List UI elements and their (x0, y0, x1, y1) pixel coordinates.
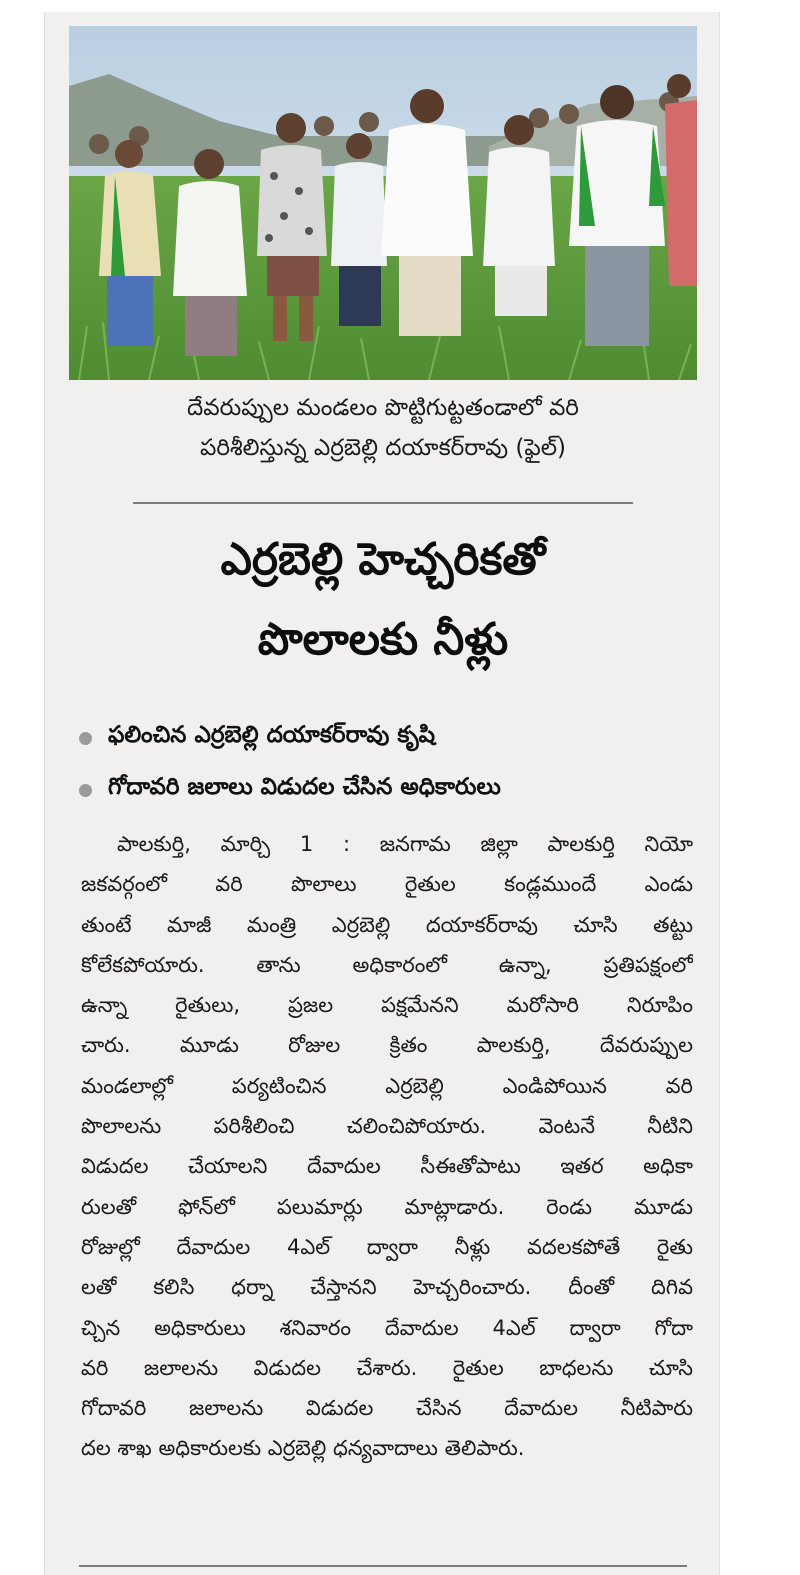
article-line: ఉన్నా రైతులు, ప్రజల పక్షమేనని మరోసారి నిరూపిం (81, 993, 693, 1018)
headline (69, 520, 697, 680)
article-line: చారు. మూడు రోజుల క్రితం పాలకుర్తి, దేవరుప్పుల (81, 1033, 693, 1058)
article-line: పొలాలను పరిశీలించి చలించిపోయారు. వెంటనే నీటిని (81, 1114, 693, 1139)
subheading-list (79, 712, 709, 816)
photo-caption (69, 388, 697, 468)
article-line: లతో కలిసి ధర్నా చేస్తానని హెచ్చరించారు. దీంతో దిగివ (81, 1275, 693, 1300)
article-line: పాలకుర్తి, మార్చి 1 : జనగామ జిల్లా పాలకుర్తి నియో (117, 832, 693, 856)
farmers-field-photo-icon (69, 26, 697, 380)
bullet-dot-icon (79, 732, 92, 745)
article-line: మండలాల్లో పర్యటించిన ఎర్రబెల్లి ఎండిపోయిన వరి (81, 1073, 693, 1098)
article-line: గోదావరి జలాలను విడుదల చేసిన దేవాదుల నీటిపారు (81, 1396, 693, 1421)
divider (133, 502, 633, 504)
article-line: వరి జలాలను విడుదల చేశారు. రైతుల బాధలను చూసి (81, 1355, 693, 1380)
headline-line: పొలాలకు నీళ్లు (257, 614, 509, 665)
article-body (81, 824, 693, 1469)
article-line: దల శాఖ అధికారులకు ఎర్రబెల్లి ధన్యవాదాలు తెలిపారు. (81, 1436, 525, 1461)
caption-line: పరిశీలిస్తున్న ఎర్రబెల్లి దయాకర్‌రావు (ఫైల్) (199, 435, 567, 461)
article-line: విడుదల చేయాలని దేవాదుల సీఈతోపాటు ఇతర అధికా (81, 1154, 693, 1179)
article-line: చ్చిన అధికారులు శనివారం దేవాదుల 4ఎల్ ద్వారా గోదా (81, 1315, 693, 1340)
article-line: కోలేకపోయారు. తాను అధికారంలో ఉన్నా, ప్రతిపక్షంలో (81, 952, 693, 977)
news-clipping (44, 12, 720, 1575)
caption-line: దేవరుప్పుల మండలం పొట్టిగుట్టతండాలో వరి (187, 395, 579, 421)
news-photo (69, 26, 697, 380)
subheading-text: గోదావరి జలాలు విడుదల చేసిన అధికారులు (108, 774, 501, 800)
bullet-dot-icon (79, 784, 92, 797)
subheading-item (79, 712, 709, 764)
article-line: రోజుల్లో దేవాదుల 4ఎల్ ద్వారా నీళ్లు వదలకపోతే రైతు (81, 1234, 693, 1259)
article-line: జకవర్గంలో వరి పొలాలు రైతుల కండ్లముందే ఎండు (81, 872, 693, 897)
subheading-item (79, 764, 709, 816)
article-line: తుంటే మాజీ మంత్రి ఎర్రబెల్లి దయాకర్‌రావు చూసి తట్టు (81, 912, 693, 937)
headline-line: ఎర్రబెల్లి హెచ్చరికతో (220, 534, 546, 585)
article-line: రులతో ఫోన్‌లో పలుమార్లు మాట్లాడారు. రెండు మూడు (81, 1194, 693, 1219)
subheading-text: ఫలించిన ఎర్రబెల్లి దయాకర్‌రావు కృషి (108, 722, 435, 748)
divider (79, 1565, 687, 1567)
